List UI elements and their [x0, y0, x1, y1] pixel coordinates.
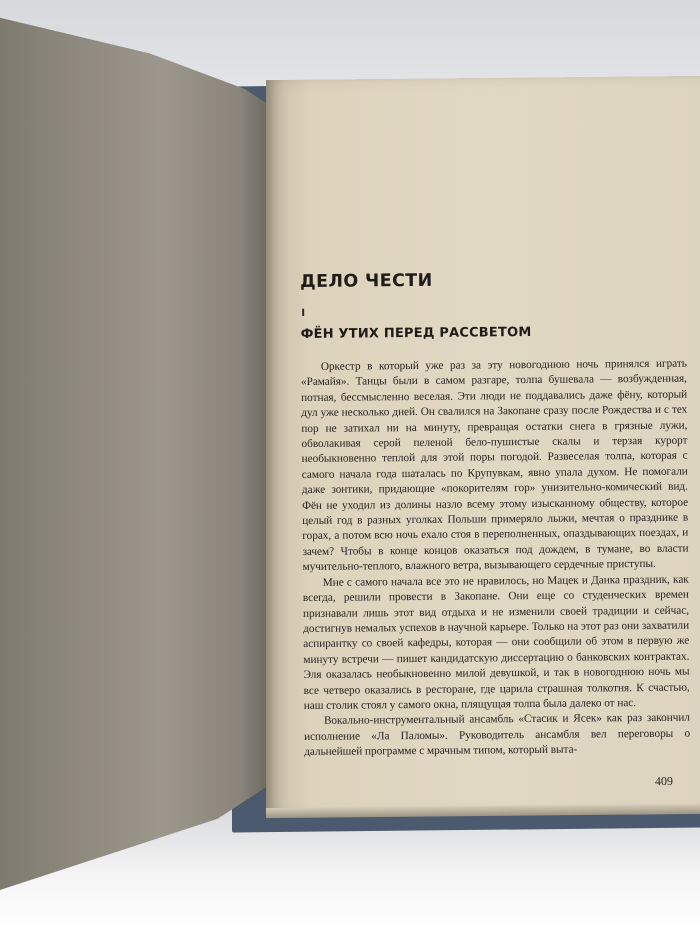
page-content — [300, 269, 690, 761]
paragraph-3: Вокально-инструментальный ансамбль «Стасик и Ясек» как раз закончил исполнение «Ла Паломы». Руководитель ансамбля вел переговоры о дальнейшей программе с мрачным типом, который выта- — [304, 711, 691, 759]
section-title: ФЁН УТИХ ПЕРЕД РАССВЕТОМ — [300, 324, 532, 342]
left-page — [0, 0, 272, 890]
chapter-title: ДЕЛО ЧЕСТИ — [300, 270, 433, 292]
paragraph-2: Мне с самого начала все это не нравилось, но Мацек и Данка праздник, как всегда, решили провести в Закопане. Они еще со студенческих времен признавали лишь этот вид отдыха и не изменили своей традиции и сейчас, достигнув немалых успехов в научной карьере. Только на этот раз они захватили аспирантку со своей кафедры, которая — они сообщили об этом в первую же минуту встречи — пишет кандидатскую диссертацию о банковских контрактах. Эля оказалась необыкновенно милой девушкой, и так в новогоднюю ночь мы все четверо оказались в ресторане, где царила страшная толкотня. К счастью, наш столик стоял у самого окна, плящущая толпа была далеко от нас. — [302, 573, 690, 712]
section-number: I — [301, 307, 306, 319]
paragraph-1: Оркестр в который уже раз за эту новогоднюю ночь принялся играть «Рамайя». Танцы были в самом разгаре, толпа бушевала — возбужденная, потная, бессмысленно веселая. Эти люди не поддавались даже фёну, который дул уже несколько дней. Он свалился на Закопане сразу после Рождества и с тех пор не затихал ни на минуту, превращая остатки снега в грязные лужи, обволакивая серой пеленой бело-пушистые скалы и терзая курорт необыкновенно теплой для этой поры погодой. Развеселая толпа, которая с самого начала года шаталась по Крупувкам, явно упала духом. Не помогали даже зонтики, придающие «покорителям гор» унизительно-комический вид. Фён не уходил из долины назло всему этому изысканному обществу, которое целый год в разных уголках Польши примеряло лыжи, мечтая о празднике в горах, а потом всю ночь ехало стоя в переполненных, опаздывающих поездах, и зачем? Чтобы в конце концов оказаться под дождем, в тумане, во власти мучительно-теплого, влажного ветра, вызывающего сердечные приступы. — [300, 357, 689, 574]
page-number: 409 — [654, 773, 674, 789]
